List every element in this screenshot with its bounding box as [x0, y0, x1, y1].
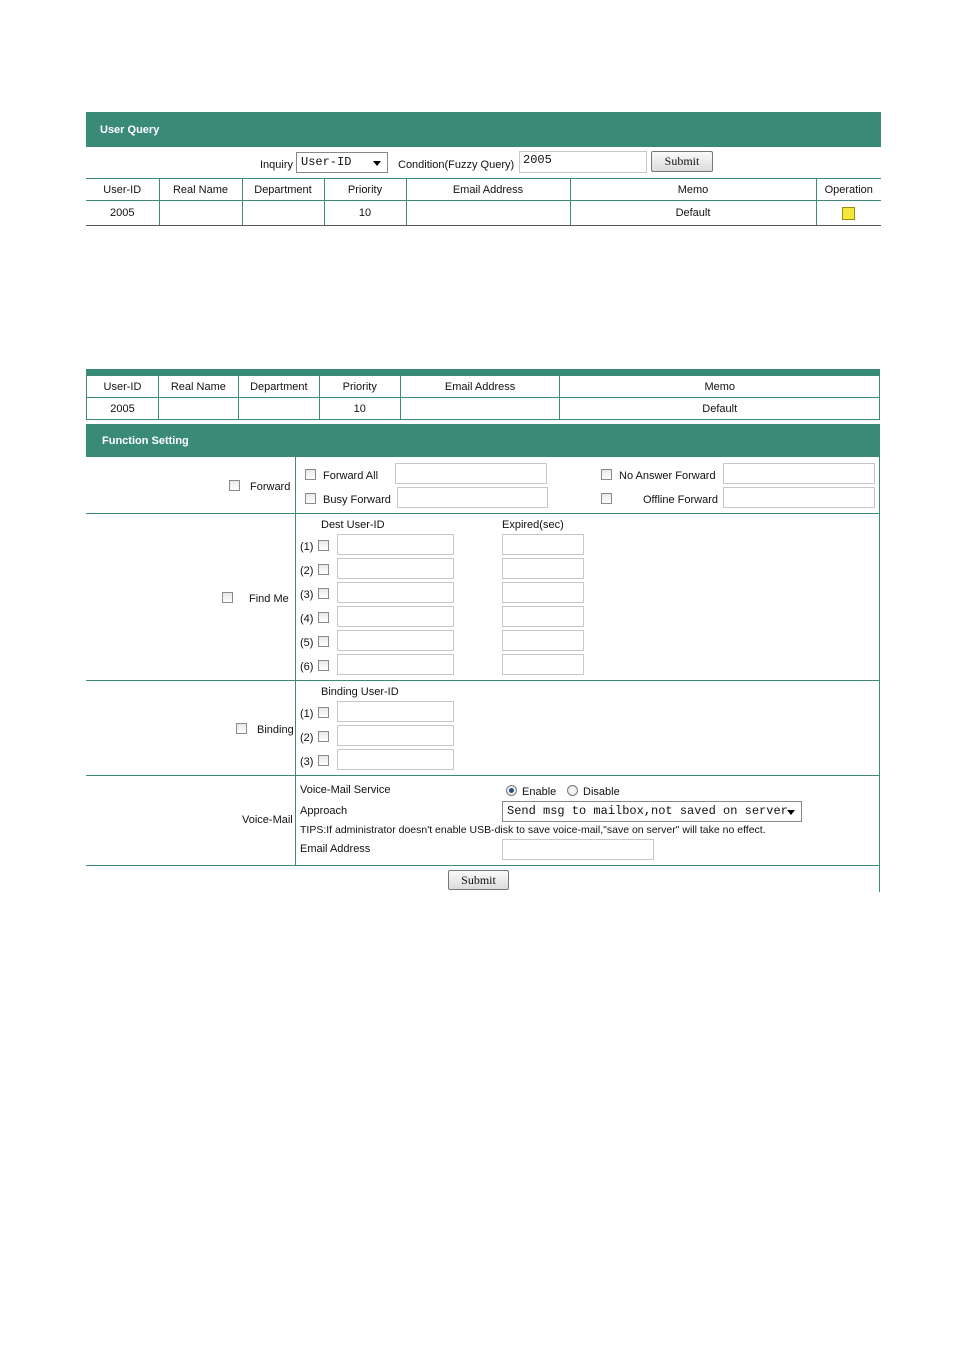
find-me-item-checkbox[interactable] — [318, 540, 329, 551]
forward-label: Forward — [250, 481, 291, 493]
enable-radio[interactable] — [506, 785, 517, 796]
disable-radio[interactable] — [567, 785, 578, 796]
cell-priority: 10 — [319, 398, 400, 420]
cell-email — [400, 398, 560, 420]
column-header: User-ID — [87, 376, 159, 398]
inquiry-select[interactable] — [296, 152, 388, 173]
offline-forward-checkbox[interactable] — [601, 493, 612, 504]
voice-mail-service-label: Voice-Mail Service — [300, 784, 391, 796]
find-me-index: (6) — [300, 661, 314, 673]
user-info-table — [86, 375, 880, 420]
no-answer-forward-input[interactable] — [723, 463, 875, 484]
dest-user-id-input[interactable] — [337, 558, 454, 579]
inquiry-label: Inquiry — [260, 159, 294, 171]
cell-priority: 10 — [324, 201, 406, 226]
binding-label: Binding — [257, 724, 294, 736]
binding-user-id-input[interactable] — [337, 749, 454, 770]
find-me-index: (1) — [300, 541, 314, 553]
column-header: Department — [238, 376, 319, 398]
offline-forward-label: Offline Forward — [643, 494, 718, 506]
find-me-index: (2) — [300, 565, 314, 577]
binding-user-id-input[interactable] — [337, 725, 454, 746]
binding-checkbox[interactable] — [236, 723, 247, 734]
voice-mail-label: Voice-Mail — [242, 814, 293, 826]
find-me-item-checkbox[interactable] — [318, 564, 329, 575]
find-me-index: (5) — [300, 637, 314, 649]
expired-input[interactable] — [502, 606, 584, 627]
inquiry-select-value: User-ID — [301, 155, 352, 169]
forward-all-label: Forward All — [323, 470, 379, 482]
cell-user-id: 2005 — [87, 398, 159, 420]
enable-label: Enable — [522, 786, 557, 798]
query-submit-button[interactable]: Submit — [651, 151, 713, 172]
forward-all-checkbox[interactable] — [305, 469, 316, 480]
busy-forward-input[interactable] — [397, 487, 548, 508]
row-divider — [86, 775, 880, 776]
find-me-item-checkbox[interactable] — [318, 660, 329, 671]
expired-input[interactable] — [502, 558, 584, 579]
column-header: Real Name — [158, 376, 238, 398]
condition-label: Condition(Fuzzy Query) — [398, 159, 515, 171]
email-address-input[interactable] — [502, 839, 654, 860]
expired-input[interactable] — [502, 534, 584, 555]
column-header: Memo — [560, 376, 880, 398]
dest-user-id-input[interactable] — [337, 630, 454, 651]
binding-item-checkbox[interactable] — [318, 707, 329, 718]
column-header: Memo — [570, 179, 816, 201]
find-me-label: Find Me — [249, 593, 289, 605]
expired-input[interactable] — [502, 654, 584, 675]
user-query-table — [86, 178, 881, 226]
column-header: Department — [242, 179, 324, 201]
cell-memo: Default — [560, 398, 880, 420]
function-setting-header — [86, 424, 880, 457]
find-me-item-checkbox[interactable] — [318, 612, 329, 623]
binding-user-id-input[interactable] — [337, 701, 454, 722]
row-divider — [86, 680, 880, 681]
column-header: User-ID — [86, 179, 159, 201]
no-answer-forward-label: No Answer Forward — [619, 470, 716, 482]
user-query-title: User Query — [100, 123, 160, 136]
binding-item-checkbox[interactable] — [318, 755, 329, 766]
column-header: Email Address — [400, 376, 560, 398]
frame-right-border — [879, 457, 880, 892]
column-header: Operation — [816, 179, 881, 201]
find-me-index: (4) — [300, 613, 314, 625]
row-divider — [86, 513, 880, 514]
table-row — [86, 201, 881, 226]
dest-user-id-input[interactable] — [337, 606, 454, 627]
binding-item-checkbox[interactable] — [318, 731, 329, 742]
approach-select[interactable] — [502, 801, 802, 822]
busy-forward-checkbox[interactable] — [305, 493, 316, 504]
offline-forward-input[interactable] — [723, 487, 875, 508]
disable-label: Disable — [583, 786, 620, 798]
chevron-down-icon — [373, 161, 381, 166]
binding-index: (1) — [300, 708, 314, 720]
cell-user-id: 2005 — [86, 201, 159, 226]
expired-input[interactable] — [502, 630, 584, 651]
busy-forward-label: Busy Forward — [323, 494, 391, 506]
column-header: Email Address — [406, 179, 570, 201]
find-me-item-checkbox[interactable] — [318, 588, 329, 599]
cell-department — [242, 201, 324, 226]
find-me-checkbox[interactable] — [222, 592, 233, 603]
email-address-label: Email Address — [300, 843, 371, 855]
table-row — [87, 398, 880, 420]
chevron-down-icon — [787, 810, 795, 815]
cell-email — [406, 201, 570, 226]
function-submit-button[interactable]: Submit — [448, 870, 509, 890]
dest-user-id-input[interactable] — [337, 654, 454, 675]
binding-index: (3) — [300, 756, 314, 768]
frame-divider — [295, 457, 296, 865]
no-answer-forward-checkbox[interactable] — [601, 469, 612, 480]
approach-label: Approach — [300, 805, 348, 817]
cell-memo: Default — [570, 201, 816, 226]
expired-sec-header: Expired(sec) — [502, 519, 564, 531]
table-header-row — [86, 179, 881, 201]
voice-mail-tips: TIPS:If administrator doesn't enable USB-disk to save voice-mail,"save on server" will take no effect. — [300, 824, 766, 836]
forward-all-input[interactable] — [395, 463, 547, 484]
column-header: Real Name — [159, 179, 242, 201]
row-divider — [86, 865, 880, 866]
table-header-row — [87, 376, 880, 398]
forward-checkbox[interactable] — [229, 480, 240, 491]
find-me-index: (3) — [300, 589, 314, 601]
cell-real-name — [158, 398, 238, 420]
function-setting-title: Function Setting — [102, 434, 189, 447]
condition-input[interactable]: 2005 — [519, 151, 647, 173]
cell-real-name — [159, 201, 242, 226]
user-query-header — [86, 112, 881, 147]
cell-department — [238, 398, 319, 420]
approach-select-value: Send msg to mailbox,not saved on server — [507, 804, 788, 818]
column-header: Priority — [324, 179, 406, 201]
find-me-item-checkbox[interactable] — [318, 636, 329, 647]
column-header: Priority — [319, 376, 400, 398]
binding-user-id-header: Binding User-ID — [321, 686, 399, 698]
binding-index: (2) — [300, 732, 314, 744]
dest-user-id-input[interactable] — [337, 582, 454, 603]
dest-user-id-header: Dest User-ID — [321, 519, 385, 531]
cell-operation — [816, 201, 881, 226]
edit-icon[interactable] — [842, 207, 855, 220]
expired-input[interactable] — [502, 582, 584, 603]
dest-user-id-input[interactable] — [337, 534, 454, 555]
